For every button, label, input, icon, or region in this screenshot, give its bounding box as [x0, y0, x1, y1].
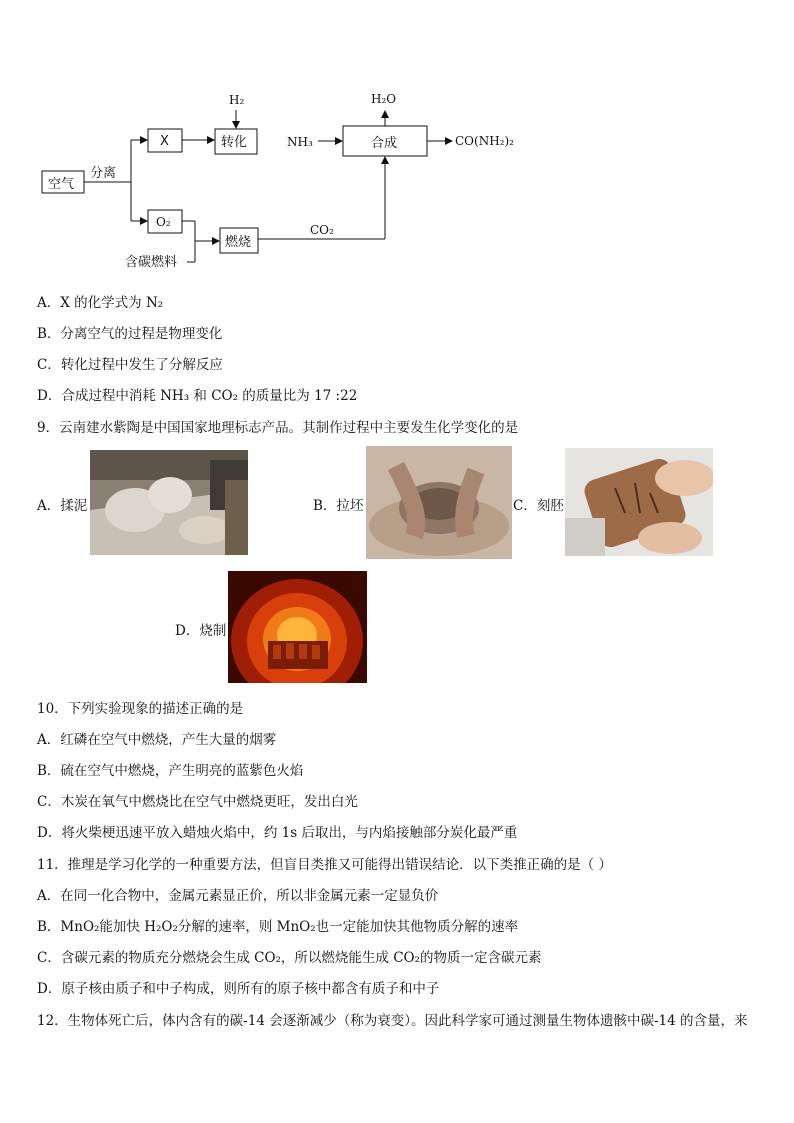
q9-stem: 9．云南建水紫陶是中国国家地理标志产品。其制作过程中主要发生化学变化的是: [37, 420, 519, 436]
q12-stem: 12．生物体死亡后，体内含有的碳-14 会逐渐减少（称为衰变）。因此科学家可通过测量生物体遗骸中碳-14 的含量，来: [37, 1013, 748, 1029]
q10-option-b: B．硫在空气中燃烧，产生明亮的蓝紫色火焰: [37, 763, 304, 779]
q8-option-c: C．转化过程中发生了分解反应: [37, 357, 223, 373]
flow-diagram: [0, 0, 794, 280]
q11-option-c: C．含碳元素的物质充分燃烧会生成 CO₂，所以燃烧能生成 CO₂的物质一定含碳元素: [37, 950, 542, 966]
separation-label: 分离: [90, 166, 117, 181]
urea-label: CO(NH₂)₂: [455, 134, 514, 148]
q11-option-b: B．MnO₂能加快 H₂O₂分解的速率，则 MnO₂也一定能加快其他物质分解的速率: [37, 919, 519, 935]
q9-option-c-label: C．刻胚: [513, 498, 564, 514]
h2-label: H₂: [229, 93, 245, 107]
combustion-label: 燃烧: [225, 235, 252, 250]
o2-label: O₂: [156, 215, 171, 229]
q9-option-d-label: D．烧制: [175, 623, 227, 639]
co2-label: CO₂: [310, 223, 334, 237]
q11-stem: 11．推理是学习化学的一种重要方法，但盲目类推又可能得出错误结论．以下类推正确的是（ ）: [37, 857, 612, 873]
q10-stem: 10．下列实验现象的描述正确的是: [37, 701, 244, 717]
q10-option-a: A．红磷在空气中燃烧，产生大量的烟雾: [37, 732, 277, 748]
q8-option-a: A．X 的化学式为 N₂: [37, 295, 164, 311]
carbon-fuel-label: 含碳燃料: [125, 255, 178, 270]
q8-option-d: D．合成过程中消耗 NH₃ 和 CO₂ 的质量比为 17 :22: [37, 388, 358, 404]
q11-option-d: D．原子核由质子和中子构成，则所有的原子核中都含有质子和中子: [37, 981, 440, 997]
synthesis-label: 合成: [371, 136, 398, 151]
x-label: X: [160, 134, 169, 149]
firing-kiln-image: [228, 571, 367, 683]
q10-option-d: D．将火柴梗迅速平放入蜡烛火焰中，约 1s 后取出，与内焰接触部分炭化最严重: [37, 825, 518, 841]
kneading-clay-image: [90, 450, 248, 555]
air-label: 空气: [48, 177, 75, 192]
q11-option-a: A．在同一化合物中，金属元素显正价，所以非金属元素一定显负价: [37, 888, 439, 904]
transform-label: 转化: [221, 135, 248, 150]
h2o-label: H₂O: [371, 92, 397, 106]
carving-image: [565, 448, 713, 556]
q10-option-c: C．木炭在氧气中燃烧比在空气中燃烧更旺，发出白光: [37, 794, 358, 810]
q9-option-a-label: A．揉泥: [37, 498, 88, 514]
q8-option-b: B．分离空气的过程是物理变化: [37, 326, 223, 342]
q9-option-b-label: B．拉坯: [313, 498, 364, 514]
nh3-label: NH₃: [287, 135, 313, 149]
throwing-pot-image: [366, 446, 512, 559]
